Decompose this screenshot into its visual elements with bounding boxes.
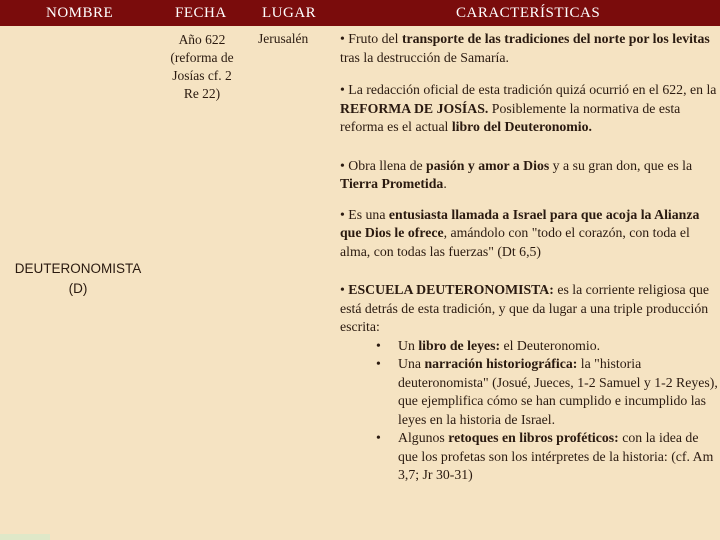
fecha-cell	[160, 31, 244, 103]
list-item: • Un libro de leyes: el Deuteronomio.	[396, 337, 718, 356]
lugar-cell: Jerusalén	[258, 31, 309, 46]
fecha-line: Año 622	[178, 32, 226, 47]
caract-paragraph-5: • ESCUELA DEUTERONOMISTA: es la corriente religiosa que está detrás de esta tradición, y que da lugar a una triple producción escrita:	[340, 282, 710, 334]
fecha-line: Josías cf. 2	[172, 68, 232, 83]
bullet-icon: •	[376, 356, 381, 371]
caracteristicas-cell	[340, 30, 718, 485]
caract-paragraph-4: • Es una entusiasta llamada a Israel para que acoja la Alianza que Dios le ofrece, amándolo con "todo el corazón, con toda el alma, con todas las fuerzas" (Dt 6,5)	[340, 206, 700, 259]
caract-paragraph-1: • Fruto del transporte de las tradiciones del norte por los levitas tras la destrucción de Samaría.	[340, 31, 710, 65]
bullet-icon: •	[376, 337, 381, 353]
header-lugar: LUGAR	[262, 5, 317, 21]
list-item: • Algunos retoques en libros proféticos: con la idea de que los profetas son los intérpretes de la historia: (cf. Am 3,7; Jr 30-31)	[376, 430, 714, 482]
bullet-icon: •	[376, 430, 381, 445]
nombre-title: DEUTERONOMISTA	[14, 261, 142, 276]
nombre-cell	[0, 259, 156, 299]
fecha-line: Re 22)	[183, 86, 221, 101]
fecha-line: (reforma de	[170, 50, 234, 65]
header-nombre: NOMBRE	[46, 5, 114, 21]
caract-paragraph-3: • Obra llena de pasión y amor a Dios y a su gran don, que es la Tierra Prometida.	[340, 157, 693, 191]
header-fecha: FECHA	[175, 5, 227, 21]
production-list	[340, 337, 718, 485]
table-header	[0, 0, 720, 26]
list-item: • Una narración historiográfica: la "historia deuteronomista" (Josué, Jueces, 1-2 Samuel y 1-2 Reyes), que ejemplifica cómo se han cumplido e incumplido las leyes en la historia de Israel.	[376, 356, 718, 427]
header-caracteristicas: CARACTERÍSTICAS	[456, 5, 601, 21]
slide-corner-decoration	[0, 534, 50, 540]
caract-paragraph-2: • La redacción oficial de esta tradición quizá ocurrió en el 622, en la REFORMA DE JOSÍAS. Posiblemente la normativa de esta reforma es el actual libro del Deuteronomio.	[340, 82, 717, 134]
nombre-abbrev: (D)	[68, 281, 88, 296]
